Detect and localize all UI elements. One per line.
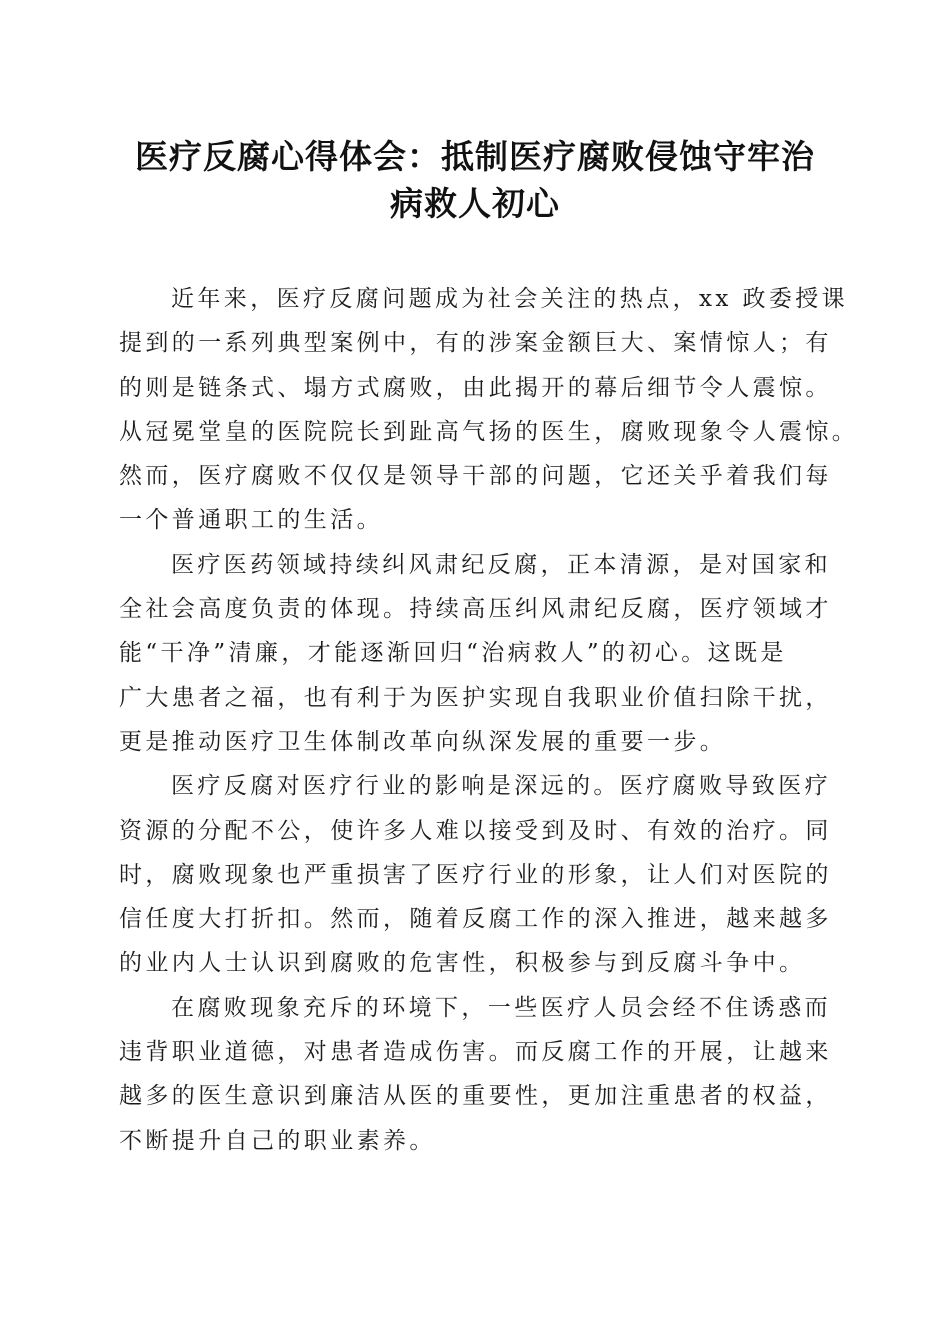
- paragraph-line: 的则是链条式、塌方式腐败，由此揭开的幕后细节令人震惊。: [119, 374, 832, 401]
- paragraph-line: 从冠冕堂皇的医院院长到趾高气扬的医生，腐败现象令人震惊。: [119, 418, 859, 445]
- paragraph-line: 不断提升自己的职业素养。: [119, 1127, 436, 1154]
- document-body: [119, 277, 859, 1163]
- paragraph-line: 越多的医生意识到廉洁从医的重要性，更加注重患者的权益，: [119, 1083, 832, 1110]
- document-title: [100, 133, 850, 227]
- paragraph-line: 资源的分配不公，使许多人难以接受到及时、有效的治疗。同: [119, 817, 832, 844]
- paragraph-line: 近年来，医疗反腐问题成为社会关注的热点，xx 政委授课: [171, 286, 849, 312]
- paragraph-line: 医疗医药领域持续纠风肃纪反腐，正本清源，是对国家和: [171, 551, 831, 578]
- paragraph-line: 广大患者之福，也有利于为医护实现自我职业价值扫除干扰，: [119, 684, 832, 711]
- paragraph: [119, 986, 831, 1163]
- title-line: 医疗反腐心得体会：抵制医疗腐败侵蚀守牢治: [135, 137, 815, 176]
- paragraph-line: 在腐败现象充斥的环境下，一些医疗人员会经不住诱惑而: [171, 994, 831, 1021]
- paragraph: [119, 764, 831, 985]
- paragraph-line: 违背职业道德，对患者造成伤害。而反腐工作的开展，让越来: [119, 1039, 832, 1066]
- paragraph-line: 然而，医疗腐败不仅仅是领导干部的问题，它还关乎着我们每: [119, 463, 832, 490]
- paragraph-line: 医疗反腐对医疗行业的影响是深远的。医疗腐败导致医疗: [171, 773, 831, 800]
- paragraph-line: 提到的一系列典型案例中，有的涉案金额巨大、案情惊人；有: [119, 330, 832, 357]
- paragraph: [119, 543, 831, 764]
- paragraph-line: 时，腐败现象也严重损害了医疗行业的形象，让人们对医院的: [119, 861, 832, 888]
- paragraph-line: 更是推动医疗卫生体制改革向纵深发展的重要一步。: [119, 728, 727, 755]
- paragraph-line: 全社会高度负责的体现。持续高压纠风肃纪反腐，医疗领域才: [119, 596, 832, 623]
- title-line: 病救人初心: [390, 184, 560, 223]
- paragraph-line: 一个普通职工的生活。: [119, 507, 383, 534]
- paragraph-line: 的业内人士认识到腐败的危害性，积极参与到反腐斗争中。: [119, 950, 806, 977]
- paragraph: [119, 277, 859, 543]
- paragraph-line: 信任度大打折扣。然而，随着反腐工作的深入推进，越来越多: [119, 906, 832, 933]
- paragraph-line: 能“干净”清廉，才能逐渐回归“治病救人”的初心。这既是: [119, 640, 787, 667]
